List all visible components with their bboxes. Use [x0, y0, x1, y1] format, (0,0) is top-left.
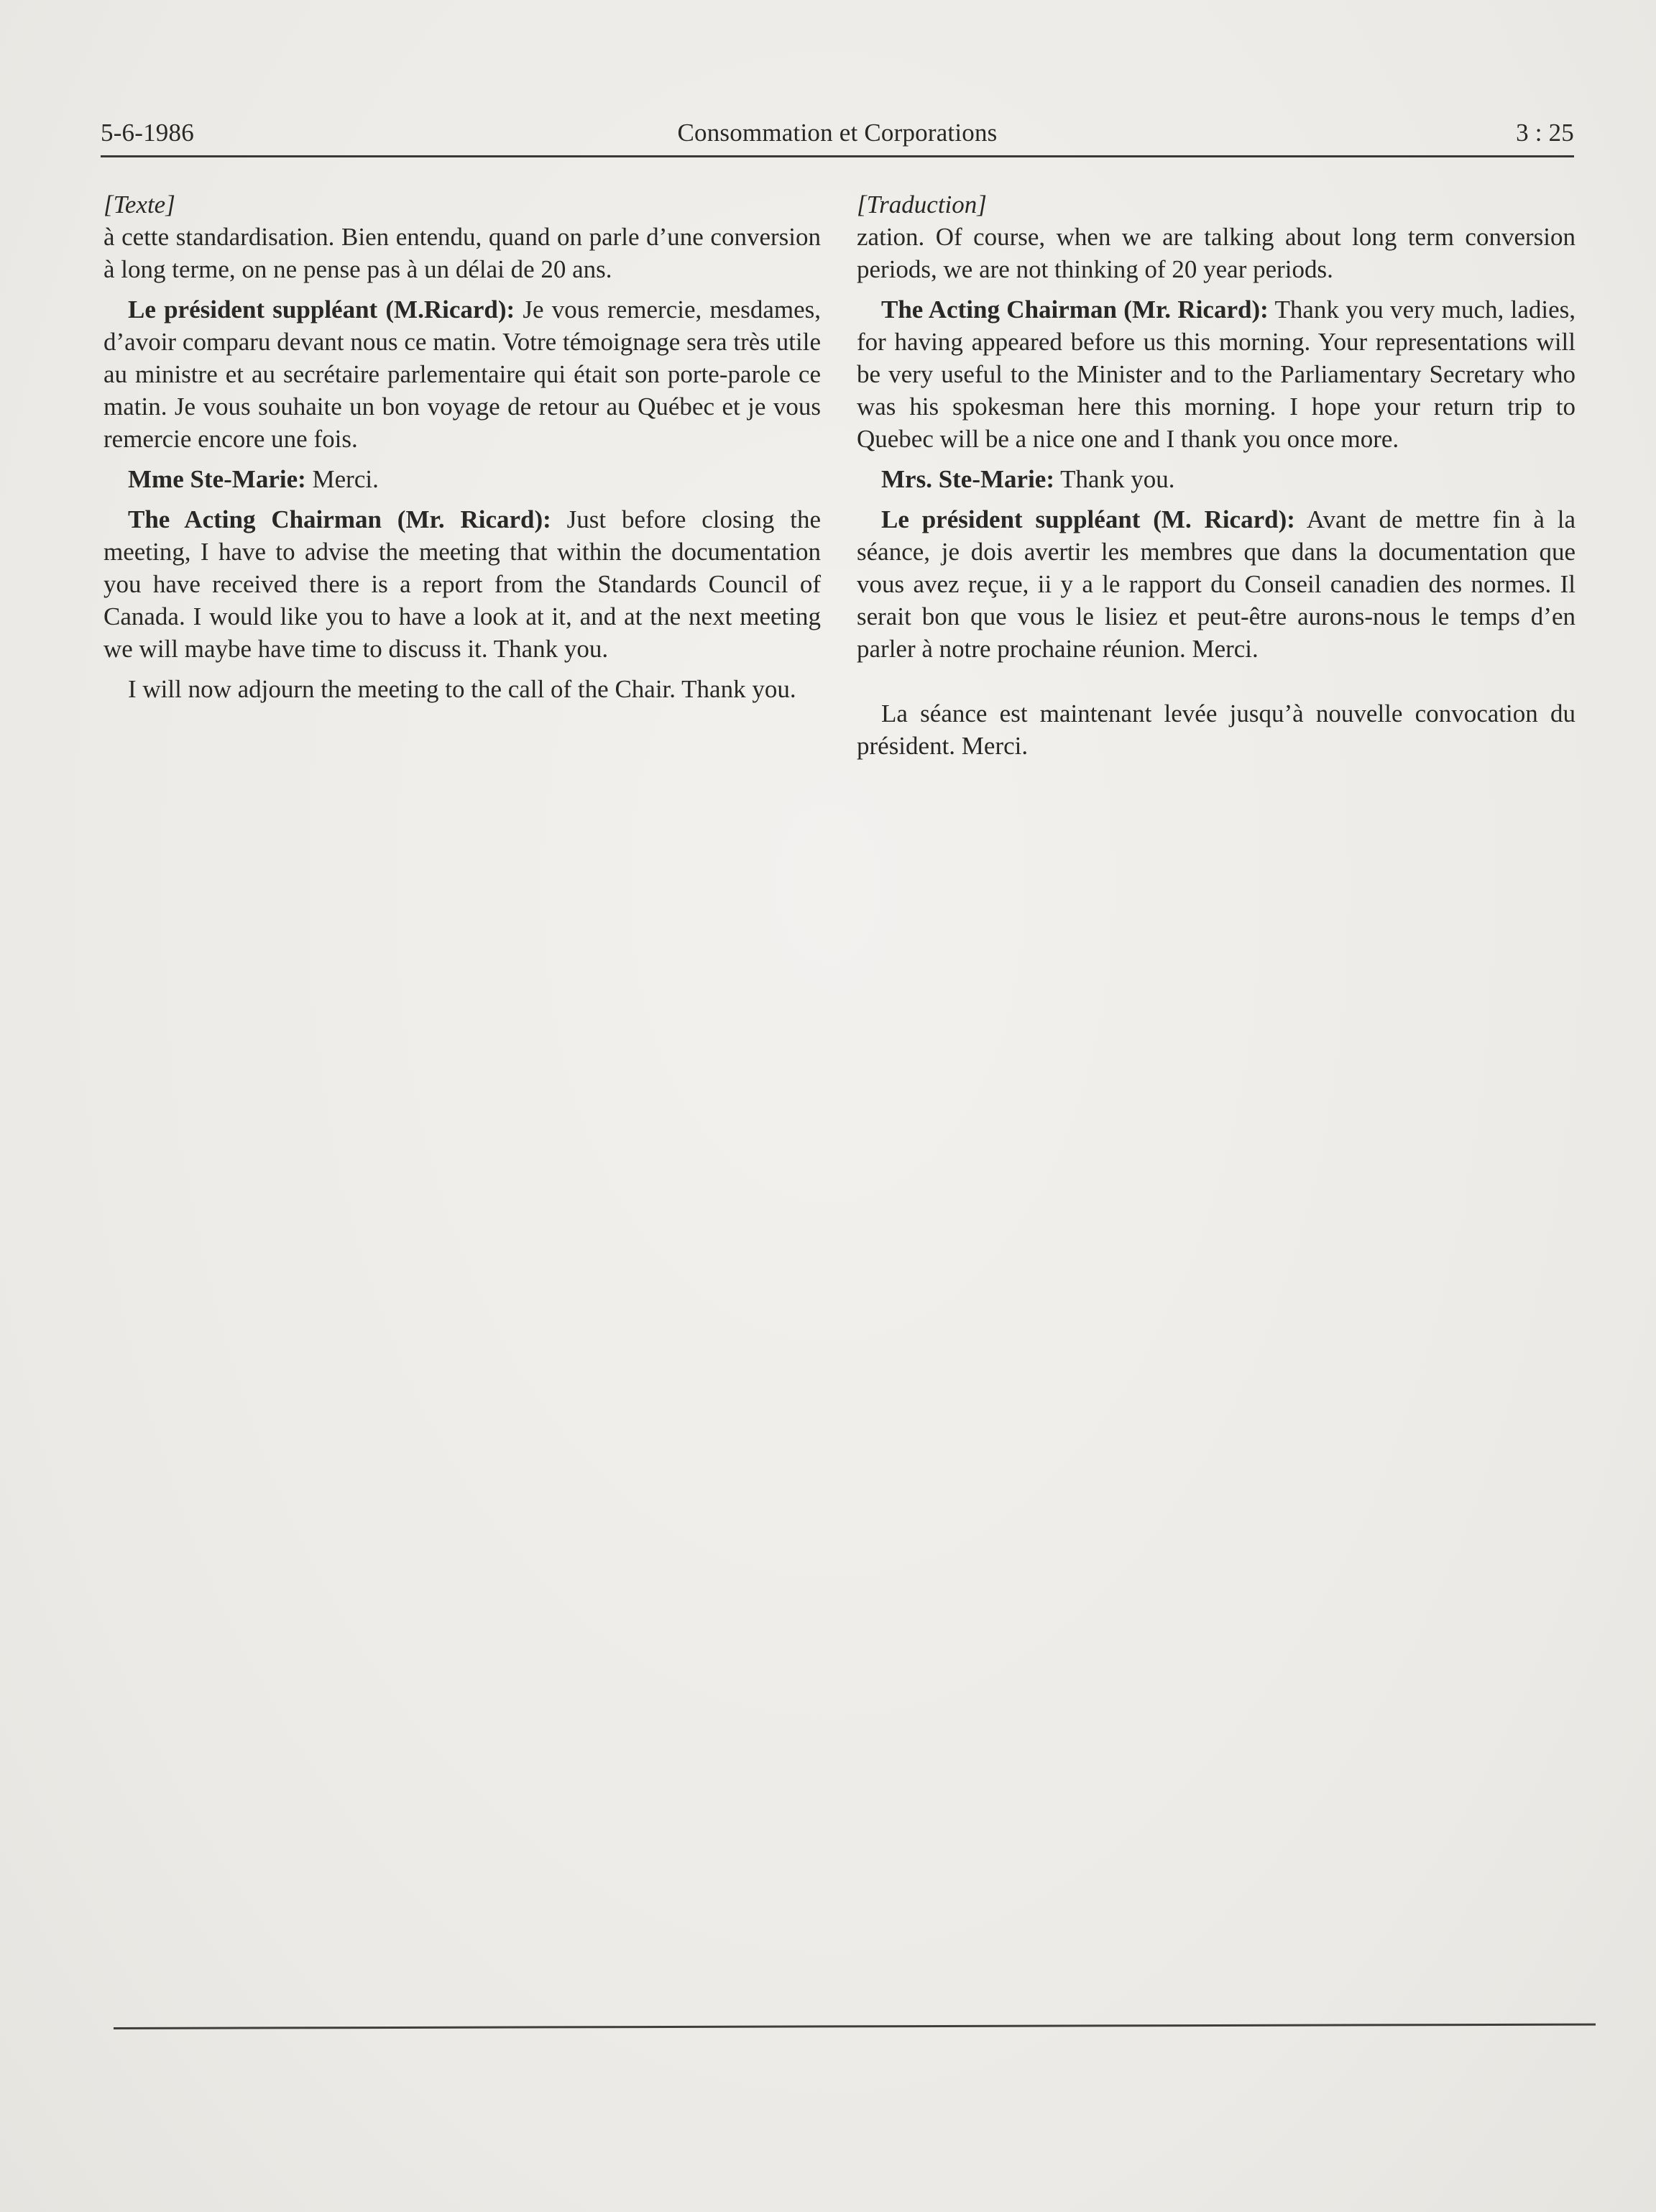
left-column-tag-word: Texte: [113, 191, 166, 219]
left-speech-2: Je vous remercie, mesdames, d’avoir comparu devant nous ce matin. Votre témoignage sera très utile au ministre et au secrétaire parlementaire qui était son porte-parole ce matin. Je vous souhaite un bon voyage de retour au Québec et je vous remercie encore une fois.: [104, 295, 822, 453]
header-page-number: 3 : 25: [1516, 119, 1574, 147]
header-title: Consommation et Corporations: [677, 119, 998, 147]
header-date: 5-6-1986: [101, 119, 194, 147]
left-speech-3: Merci.: [305, 465, 379, 493]
right-column-translation: [857, 188, 1576, 770]
right-speech-3: Thank you.: [1054, 465, 1175, 493]
right-column-spacer: [857, 673, 1576, 697]
left-paragraph-5: I will now adjourn the meeting to the call of the Chair. Thank you.: [128, 675, 796, 703]
right-speech-4: Avant de mettre fin à la séance, je dois avertir les membres que dans la documentation que vous avez reçue, ii y a le rapport du Conseil canadien des normes. Il serait bon que vous le lisiez et peut-être aurons-nous le temps d’en parler à notre prochaine réunion. Merci.: [857, 505, 1576, 663]
left-paragraph-3: [104, 463, 821, 495]
right-column-tag-word: Traduction: [866, 191, 978, 219]
left-paragraph-4: [104, 503, 821, 665]
left-speaker-4: The Acting Chairman (Mr. Ricard):: [128, 505, 551, 533]
right-paragraph-3: [857, 463, 1576, 495]
footer-divider: [114, 2024, 1596, 2029]
right-speaker-2: The Acting Chairman (Mr. Ricard):: [881, 295, 1269, 323]
left-column-tag: [Texte]: [104, 191, 175, 219]
left-speaker-2: Le président suppléant (M.Ricard):: [128, 295, 515, 323]
left-paragraph-1: à cette standardisation. Bien entendu, quand on parle d’une conversion à long terme, on ne pense pas à un délai de 20 ans.: [104, 223, 821, 283]
left-column-french: [104, 188, 821, 713]
header-divider: [101, 155, 1574, 157]
page-header: [101, 115, 1574, 151]
right-speaker-3: Mrs. Ste-Marie:: [881, 465, 1054, 493]
right-paragraph-2: [857, 293, 1576, 455]
right-speech-2: Thank you very much, ladies, for having appeared before us this morning. Your representations will be very useful to the Minister and to the Parliamentary Secretary who was his spokesman here this morning. I hope your return trip to Quebec will be a nice one and I thank you once more.: [857, 295, 1576, 453]
left-speaker-3: Mme Ste-Marie:: [128, 465, 306, 493]
right-paragraph-4: [857, 503, 1576, 665]
right-speaker-4: Le président suppléant (M. Ricard):: [881, 505, 1295, 533]
right-column-tag: [Traduction]: [857, 191, 987, 219]
right-paragraph-1: zation. Of course, when we are talking about long term conversion periods, we are not thinking of 20 year periods.: [857, 223, 1576, 283]
right-paragraph-5: La séance est maintenant levée jusqu’à nouvelle convocation du président. Merci.: [857, 699, 1576, 760]
left-paragraph-2: [104, 293, 821, 455]
left-speech-4: Just before closing the meeting, I have to advise the meeting that within the documentation you have received there is a report from the Standards Council of Canada. I would like you to have a look at it, and at the next meeting we will maybe have time to discuss it. Thank you.: [104, 505, 821, 663]
